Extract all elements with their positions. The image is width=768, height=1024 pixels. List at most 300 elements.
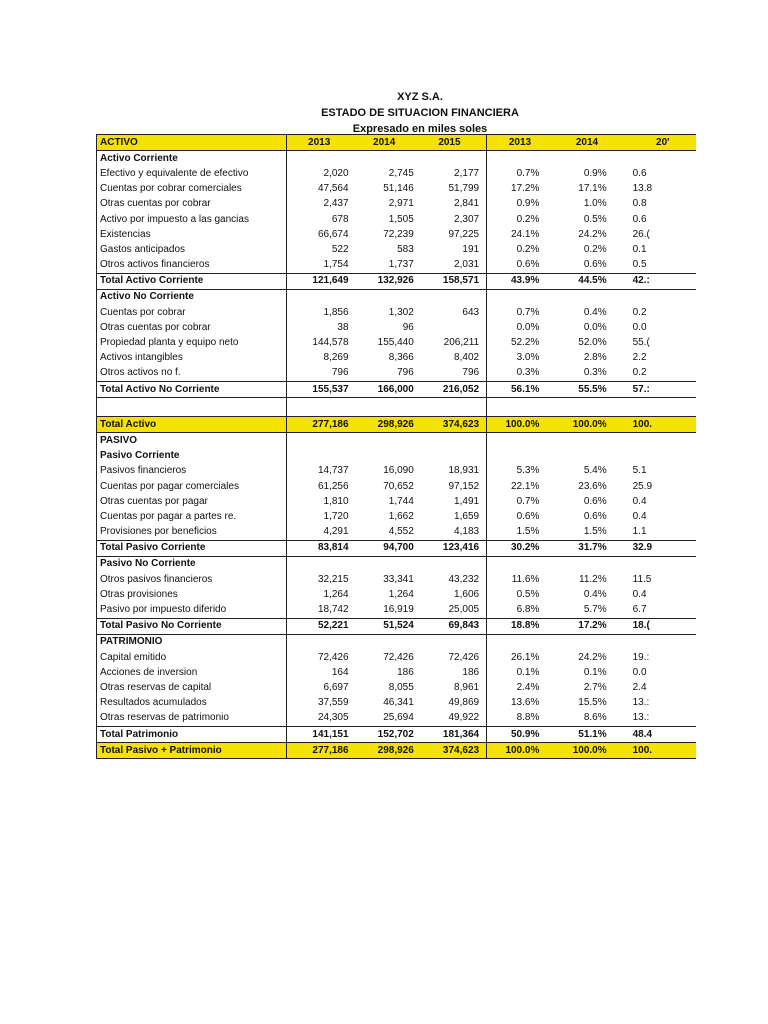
percent-cell: 0.0% <box>583 321 607 333</box>
table-row <box>97 680 697 695</box>
percent-cell: 6.7 <box>632 604 647 616</box>
value-cell <box>286 449 351 464</box>
percent-cell: 55.( <box>632 337 650 349</box>
value-cell: 166,000 <box>352 382 417 398</box>
blank-cell <box>486 398 553 417</box>
row-label: Propiedad planta y equipo neto <box>97 335 287 350</box>
value-cell: 72,426 <box>448 651 480 663</box>
value-cell: 96 <box>402 321 414 333</box>
value-cell: 8,055 <box>388 681 414 693</box>
table-row <box>97 602 697 618</box>
value-cell: 121,649 <box>286 273 351 289</box>
value-cell: 1,264 <box>323 588 349 600</box>
percent-cell: 0.0 <box>632 666 647 678</box>
percent-cell <box>553 433 620 449</box>
percent-cell: 23.6% <box>578 480 607 492</box>
value-cell: 1,505 <box>388 213 414 225</box>
value-cell: 277,186 <box>286 417 351 433</box>
percent-cell: 1.1 <box>632 526 647 538</box>
value-cell <box>417 289 482 305</box>
percent-cell: 3.0% <box>516 352 540 364</box>
percent-cell: 11.2% <box>579 573 607 585</box>
percent-cell <box>621 634 696 650</box>
value-cell: 1,302 <box>388 306 414 318</box>
value-cell: 49,869 <box>448 697 480 709</box>
section-label: Activo Corriente <box>97 151 287 167</box>
percent-cell: 0.2% <box>516 243 540 255</box>
percent-cell: 0.6 <box>632 213 647 225</box>
header-pct-year: 20' <box>621 135 696 151</box>
value-cell: 43,232 <box>448 573 480 585</box>
value-cell: 298,926 <box>352 743 417 759</box>
table-row <box>97 464 697 479</box>
value-cell: 37,559 <box>317 697 349 709</box>
unit-note: Expresado en miles soles <box>352 123 488 135</box>
value-cell <box>286 634 351 650</box>
value-cell <box>417 634 482 650</box>
percent-cell: 31.7% <box>553 540 620 556</box>
value-cell <box>352 449 417 464</box>
percent-cell: 17.1% <box>578 183 607 195</box>
percent-cell <box>621 556 696 572</box>
value-cell: 2,020 <box>323 167 349 179</box>
percent-cell: 2.8% <box>583 352 607 364</box>
total-row <box>97 618 697 634</box>
value-cell: 24,305 <box>317 712 349 724</box>
percent-cell <box>553 289 620 305</box>
blank-row <box>97 398 697 417</box>
value-cell: 8,366 <box>388 352 414 364</box>
percent-cell: 0.4 <box>632 495 647 507</box>
percent-cell: 0.2 <box>632 367 647 379</box>
header-pct-year: 2014 <box>553 135 620 151</box>
blank-cell <box>621 398 696 417</box>
value-cell: 18,742 <box>317 604 349 616</box>
value-cell: 2,177 <box>454 167 480 179</box>
percent-cell: 18.( <box>621 618 696 634</box>
row-label: Existencias <box>97 227 287 242</box>
percent-cell: 11.5 <box>632 573 652 585</box>
percent-cell: 0.4% <box>583 588 607 600</box>
percent-cell: 55.5% <box>553 382 620 398</box>
header-year: 2013 <box>286 135 351 151</box>
percent-cell <box>621 433 696 449</box>
table-row <box>97 572 697 587</box>
value-cell: 97,152 <box>448 480 480 492</box>
value-cell: 49,922 <box>448 712 480 724</box>
table-row <box>97 182 697 197</box>
percent-cell: 13.: <box>632 697 650 709</box>
percent-cell: 24.1% <box>511 228 540 240</box>
row-label: Gastos anticipados <box>97 242 287 257</box>
value-cell: 181,364 <box>417 726 482 742</box>
percent-cell: 0.6% <box>516 259 540 271</box>
balance-sheet-table-container <box>96 134 668 759</box>
section-row <box>97 449 697 464</box>
value-cell: 2,841 <box>454 198 480 210</box>
total-row <box>97 726 697 742</box>
percent-cell: 0.5% <box>583 213 607 225</box>
header-pct-year: 2013 <box>486 135 553 151</box>
value-cell: 83,814 <box>286 540 351 556</box>
value-cell <box>417 151 482 167</box>
value-cell: 38 <box>337 321 349 333</box>
percent-cell: 57.: <box>621 382 696 398</box>
total-row <box>97 273 697 289</box>
percent-cell: 2.4 <box>632 681 647 693</box>
percent-cell: 0.2 <box>632 306 647 318</box>
header-row <box>97 135 697 151</box>
table-row <box>97 665 697 680</box>
percent-cell: 0.7% <box>516 306 540 318</box>
percent-cell: 5.7% <box>583 604 607 616</box>
percent-cell: 2.2 <box>632 352 647 364</box>
blank-cell <box>97 398 287 417</box>
percent-cell: 51.1% <box>553 726 620 742</box>
value-cell: 186 <box>462 666 480 678</box>
value-cell: 1,744 <box>388 495 414 507</box>
header-label: ACTIVO <box>97 135 287 151</box>
table-row <box>97 258 697 274</box>
percent-cell: 5.1 <box>632 465 647 477</box>
value-cell: 522 <box>331 243 349 255</box>
percent-cell: 0.6% <box>583 510 607 522</box>
percent-cell <box>486 289 553 305</box>
value-cell: 25,005 <box>448 604 480 616</box>
value-cell: 72,426 <box>317 651 349 663</box>
value-cell: 1,264 <box>388 588 414 600</box>
value-cell: 298,926 <box>352 417 417 433</box>
value-cell: 277,186 <box>286 743 351 759</box>
percent-cell: 1.0% <box>583 198 607 210</box>
percent-cell: 26.1% <box>511 651 540 663</box>
percent-cell: 0.4 <box>632 510 647 522</box>
value-cell: 1,720 <box>323 510 349 522</box>
total-row <box>97 382 697 398</box>
row-label: Resultados acumulados <box>97 696 287 711</box>
percent-cell: 0.6 <box>632 167 647 179</box>
section-label: PATRIMONIO <box>97 634 287 650</box>
value-cell <box>352 289 417 305</box>
value-cell: 16,090 <box>383 465 414 477</box>
table-row <box>97 479 697 494</box>
value-cell: 61,256 <box>317 480 349 492</box>
table-row <box>97 587 697 602</box>
row-label: Cuentas por pagar a partes re. <box>97 509 287 524</box>
value-cell: 4,552 <box>388 526 414 538</box>
value-cell: 1,491 <box>454 495 480 507</box>
percent-cell: 13.6% <box>511 697 540 709</box>
value-cell: 8,961 <box>454 681 480 693</box>
value-cell: 1,737 <box>388 259 414 271</box>
row-label: Total Pasivo No Corriente <box>97 618 287 634</box>
value-cell: 94,700 <box>352 540 417 556</box>
table-row <box>97 525 697 541</box>
value-cell: 1,810 <box>323 495 349 507</box>
percent-cell: 0.5 <box>632 259 647 271</box>
value-cell: 69,843 <box>417 618 482 634</box>
row-label: Otras provisiones <box>97 587 287 602</box>
statement-name: ESTADO DE SITUACION FINANCIERA <box>321 107 519 119</box>
percent-cell: 13.: <box>632 712 650 724</box>
row-label: Provisiones por beneficios <box>97 525 287 541</box>
row-label: Pasivo por impuesto diferido <box>97 602 287 618</box>
value-cell: 4,291 <box>323 526 349 538</box>
value-cell: 1,754 <box>323 259 349 271</box>
value-cell <box>352 151 417 167</box>
percent-cell: 56.1% <box>486 382 553 398</box>
table-row <box>97 212 697 227</box>
percent-cell <box>553 556 620 572</box>
percent-cell: 0.3% <box>516 367 540 379</box>
total-row <box>97 540 697 556</box>
grand-total-row <box>97 743 697 759</box>
value-cell: 97,225 <box>448 228 480 240</box>
percent-cell <box>553 449 620 464</box>
percent-cell <box>486 556 553 572</box>
percent-cell: 100.0% <box>486 743 553 759</box>
table-row <box>97 166 697 181</box>
row-label: Otras reservas de patrimonio <box>97 711 287 727</box>
value-cell: 643 <box>462 306 480 318</box>
row-label: Activo por impuesto a las gancias <box>97 212 287 227</box>
table-row <box>97 227 697 242</box>
value-cell: 32,215 <box>317 573 349 585</box>
row-label: Otras cuentas por pagar <box>97 494 287 509</box>
percent-cell: 0.0% <box>516 321 540 333</box>
percent-cell <box>553 634 620 650</box>
value-cell: 52,221 <box>286 618 351 634</box>
section-row <box>97 634 697 650</box>
value-cell: 164 <box>331 666 349 678</box>
percent-cell <box>621 151 696 167</box>
value-cell: 2,971 <box>388 198 414 210</box>
percent-cell: 17.2% <box>553 618 620 634</box>
section-row <box>97 289 697 305</box>
value-cell: 14,737 <box>317 465 349 477</box>
grand-total-row <box>97 417 697 433</box>
percent-cell: 0.8 <box>632 198 647 210</box>
value-cell: 796 <box>397 367 414 379</box>
table-row <box>97 509 697 524</box>
row-label: Pasivos financieros <box>97 464 287 479</box>
percent-cell: 2.4% <box>516 681 540 693</box>
percent-cell: 100.0% <box>486 417 553 433</box>
value-cell: 152,702 <box>352 726 417 742</box>
percent-cell: 0.1% <box>516 666 540 678</box>
value-cell <box>417 320 482 335</box>
table-row <box>97 320 697 335</box>
value-cell <box>417 433 482 449</box>
percent-cell: 0.6% <box>583 495 607 507</box>
percent-cell: 1.5% <box>516 526 540 538</box>
value-cell: 66,674 <box>317 228 349 240</box>
value-cell: 1,856 <box>323 306 349 318</box>
row-label: Activos intangibles <box>97 351 287 366</box>
value-cell: 51,146 <box>383 183 414 195</box>
value-cell: 51,799 <box>448 183 480 195</box>
value-cell: 46,341 <box>383 697 414 709</box>
percent-cell: 32.9 <box>621 540 696 556</box>
balance-sheet-table <box>96 134 696 759</box>
percent-cell: 0.5% <box>516 588 540 600</box>
value-cell: 8,269 <box>323 352 349 364</box>
percent-cell: 0.9% <box>516 198 540 210</box>
percent-cell: 0.1% <box>583 666 607 678</box>
percent-cell: 18.8% <box>486 618 553 634</box>
row-label: Otras cuentas por cobrar <box>97 197 287 212</box>
value-cell: 4,183 <box>454 526 480 538</box>
table-row <box>97 351 697 366</box>
percent-cell: 0.7% <box>516 495 540 507</box>
value-cell <box>417 449 482 464</box>
percent-cell: 24.2% <box>578 228 607 240</box>
row-label: Total Pasivo Corriente <box>97 540 287 556</box>
percent-cell: 43.9% <box>486 273 553 289</box>
value-cell: 374,623 <box>417 417 482 433</box>
percent-cell: 100. <box>621 417 696 433</box>
percent-cell <box>621 289 696 305</box>
value-cell: 2,031 <box>454 259 480 271</box>
percent-cell <box>486 449 553 464</box>
percent-cell: 0.4 <box>632 588 647 600</box>
table-row <box>97 494 697 509</box>
percent-cell: 44.5% <box>553 273 620 289</box>
value-cell: 1,662 <box>388 510 414 522</box>
statement-title-block <box>300 89 540 137</box>
percent-cell: 50.9% <box>486 726 553 742</box>
value-cell: 796 <box>462 367 480 379</box>
percent-cell: 2.7% <box>583 681 607 693</box>
value-cell: 2,307 <box>454 213 480 225</box>
percent-cell: 30.2% <box>486 540 553 556</box>
section-label: Activo No Corriente <box>97 289 287 305</box>
table-row <box>97 335 697 350</box>
percent-cell <box>621 449 696 464</box>
value-cell <box>417 556 482 572</box>
percent-cell: 0.2% <box>516 213 540 225</box>
table-row <box>97 650 697 665</box>
percent-cell: 5.4% <box>583 465 607 477</box>
row-label: Cuentas por cobrar <box>97 305 287 320</box>
row-label: Total Patrimonio <box>97 726 287 742</box>
row-label: Otras cuentas por cobrar <box>97 320 287 335</box>
row-label: Acciones de inversion <box>97 665 287 680</box>
percent-cell: 0.1 <box>632 243 647 255</box>
percent-cell: 0.0 <box>632 321 647 333</box>
row-label: Total Activo <box>97 417 287 433</box>
percent-cell: 25.9 <box>632 480 653 492</box>
percent-cell: 48.4 <box>621 726 696 742</box>
percent-cell <box>553 151 620 167</box>
percent-cell: 42.: <box>621 273 696 289</box>
value-cell: 72,239 <box>383 228 414 240</box>
value-cell: 1,659 <box>454 510 480 522</box>
value-cell: 155,440 <box>377 337 414 349</box>
percent-cell: 0.2% <box>583 243 607 255</box>
value-cell: 155,537 <box>286 382 351 398</box>
value-cell: 216,052 <box>417 382 482 398</box>
section-label: PASIVO <box>97 433 287 449</box>
blank-cell <box>553 398 620 417</box>
header-year: 2014 <box>352 135 417 151</box>
header-year: 2015 <box>417 135 482 151</box>
percent-cell: 0.6% <box>583 259 607 271</box>
value-cell <box>352 556 417 572</box>
value-cell: 374,623 <box>417 743 482 759</box>
company-name: XYZ S.A. <box>397 91 443 103</box>
percent-cell: 0.3% <box>583 367 607 379</box>
value-cell: 678 <box>331 213 349 225</box>
row-label: Otros activos no f. <box>97 366 287 382</box>
row-label: Total Pasivo + Patrimonio <box>97 743 287 759</box>
percent-cell: 52.0% <box>578 337 607 349</box>
percent-cell: 0.4% <box>583 306 607 318</box>
row-label: Otros activos financieros <box>97 258 287 274</box>
value-cell: 1,606 <box>454 588 480 600</box>
row-label: Cuentas por pagar comerciales <box>97 479 287 494</box>
row-label: Otros pasivos financieros <box>97 572 287 587</box>
percent-cell: 22.1% <box>511 480 540 492</box>
percent-cell: 0.6% <box>516 510 540 522</box>
value-cell <box>352 634 417 650</box>
percent-cell: 15.5% <box>578 697 607 709</box>
value-cell <box>352 433 417 449</box>
row-label: Otras reservas de capital <box>97 680 287 695</box>
value-cell: 132,926 <box>352 273 417 289</box>
value-cell <box>286 433 351 449</box>
value-cell: 72,426 <box>383 651 414 663</box>
table-row <box>97 366 697 382</box>
percent-cell: 100.0% <box>553 743 620 759</box>
value-cell: 70,652 <box>383 480 414 492</box>
percent-cell: 11.6% <box>511 573 540 585</box>
value-cell <box>286 289 351 305</box>
value-cell: 33,341 <box>383 573 414 585</box>
row-label: Efectivo y equivalente de efectivo <box>97 166 287 181</box>
value-cell: 47,564 <box>317 183 349 195</box>
percent-cell <box>486 433 553 449</box>
value-cell: 16,919 <box>383 604 414 616</box>
value-cell: 144,578 <box>312 337 349 349</box>
row-label: Total Activo No Corriente <box>97 382 287 398</box>
value-cell: 2,745 <box>388 167 414 179</box>
table-row <box>97 197 697 212</box>
row-label: Cuentas por cobrar comerciales <box>97 182 287 197</box>
percent-cell: 26.( <box>632 228 650 240</box>
value-cell: 25,694 <box>383 712 414 724</box>
table-row <box>97 711 697 727</box>
table-row <box>97 696 697 711</box>
value-cell: 8,402 <box>454 352 480 364</box>
value-cell: 51,524 <box>352 618 417 634</box>
blank-cell <box>286 398 351 417</box>
percent-cell: 8.6% <box>583 712 607 724</box>
blank-cell <box>417 398 482 417</box>
value-cell: 6,697 <box>323 681 349 693</box>
blank-cell <box>352 398 417 417</box>
percent-cell: 13.8 <box>632 183 653 195</box>
percent-cell: 6.8% <box>516 604 540 616</box>
section-label: Pasivo Corriente <box>97 449 287 464</box>
value-cell <box>286 556 351 572</box>
value-cell: 2,437 <box>323 198 349 210</box>
value-cell: 206,211 <box>443 337 480 349</box>
section-row <box>97 433 697 449</box>
percent-cell <box>486 634 553 650</box>
percent-cell: 19.: <box>632 651 650 663</box>
percent-cell: 100.0% <box>553 417 620 433</box>
